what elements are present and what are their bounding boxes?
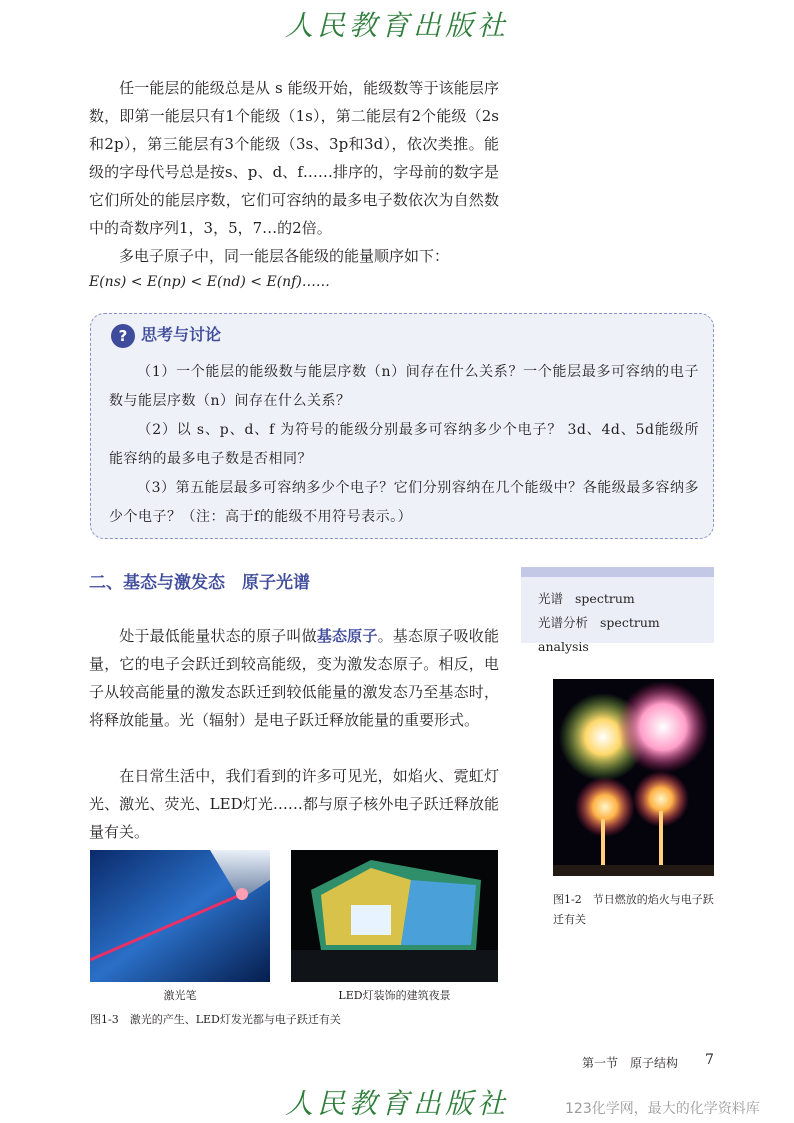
led-building-label: LED灯装饰的建筑夜景 <box>338 989 451 1002</box>
keyword-ground-state: 基态原子 <box>316 627 378 645</box>
discussion-questions <box>109 358 699 532</box>
paragraph-visible-light: 在日常生活中，我们看到的许多可见光，如焰火、霓虹灯光、激光、荧光、LED灯光……都与原子核外电子跃迁释放能量有关。 <box>89 767 499 841</box>
paragraph-ground-state: 处于最低能量状态的原子叫做基态原子。基态原子吸收能量，它的电子会跃迁到较高能级，变为激发态原子。相反，电子从较高能量的激发态跃迁到较低能量的激发态乃至基态时，将释放能量。光（辐射）是电子跃迁释放能量的重要形式。 <box>89 627 499 729</box>
laser-pointer-image <box>90 850 270 982</box>
paragraph-text: 任一能层的能级总是从 s 能级开始，能级数等于该能层序数，即第一能层只有1个能级（1s），第二能层有2个能级（2s和2p），第三能层有3个能级（3s、3p和3d），依次类推。能级的字母代号总是按s、p、d、f……排序的，字母前的数字是它们所处的能层序数，它们可容纳的最多电子数依次为自然数中的奇数序列1，3，5，7…的2倍。 <box>89 79 499 237</box>
glossary-box <box>521 567 714 654</box>
discussion-title: ? 思考与讨论 <box>111 322 221 348</box>
publisher-logo-bottom: 人民教育出版社 <box>284 1087 509 1120</box>
question-2: （2）以 s、p、d、f 为符号的能级分别最多可容纳多少个电子？ 3d、4d、5d能级所能容纳的最多电子数是否相同？ <box>109 422 699 467</box>
publisher-logo-top: 人民教育出版社 <box>284 9 509 42</box>
fireworks-image <box>553 679 714 876</box>
glossary-item: 光谱 spectrum <box>538 591 635 606</box>
paragraph-energy-order <box>89 242 499 270</box>
page-number: 7 <box>705 1052 714 1068</box>
glossary-item: 光谱分析 spectrum analysis <box>538 615 660 654</box>
laser-pointer-label: 激光笔 <box>163 989 197 1002</box>
paragraph-text: 多电子原子中，同一能层各能级的能量顺序如下： <box>119 247 450 265</box>
section-heading: 二、基态与激发态 原子光谱 <box>89 573 310 593</box>
watermark-text: 123化学网，最大的化学资料库 <box>565 1101 760 1117</box>
discussion-box <box>90 313 714 539</box>
footer-section-name: 第一节 原子结构 <box>582 1056 679 1070</box>
led-building-image <box>291 850 498 982</box>
paragraph-energy-levels <box>89 74 499 242</box>
energy-order-formula: E(ns) < E(np) < E(nd) < E(nf)…… <box>89 274 330 290</box>
question-3: （3）第五能层最多可容纳多少个电子？它们分别容纳在几个能级中？各能级最多容纳多少个电子？（注：高于f的能级不用符号表示。） <box>109 480 699 525</box>
question-1: （1）一个能层的能级数与能层序数（n）间存在什么关系？一个能层最多可容纳的电子数与能层序数（n）间存在什么关系？ <box>109 364 699 409</box>
figure-1-3-caption: 图1-3 激光的产生、LED灯发光都与电子跃迁有关 <box>90 1013 341 1026</box>
question-icon: ? <box>111 324 135 348</box>
figure-1-2-caption: 图1-2 节日燃放的焰火与电子跃迁有关 <box>553 893 714 926</box>
